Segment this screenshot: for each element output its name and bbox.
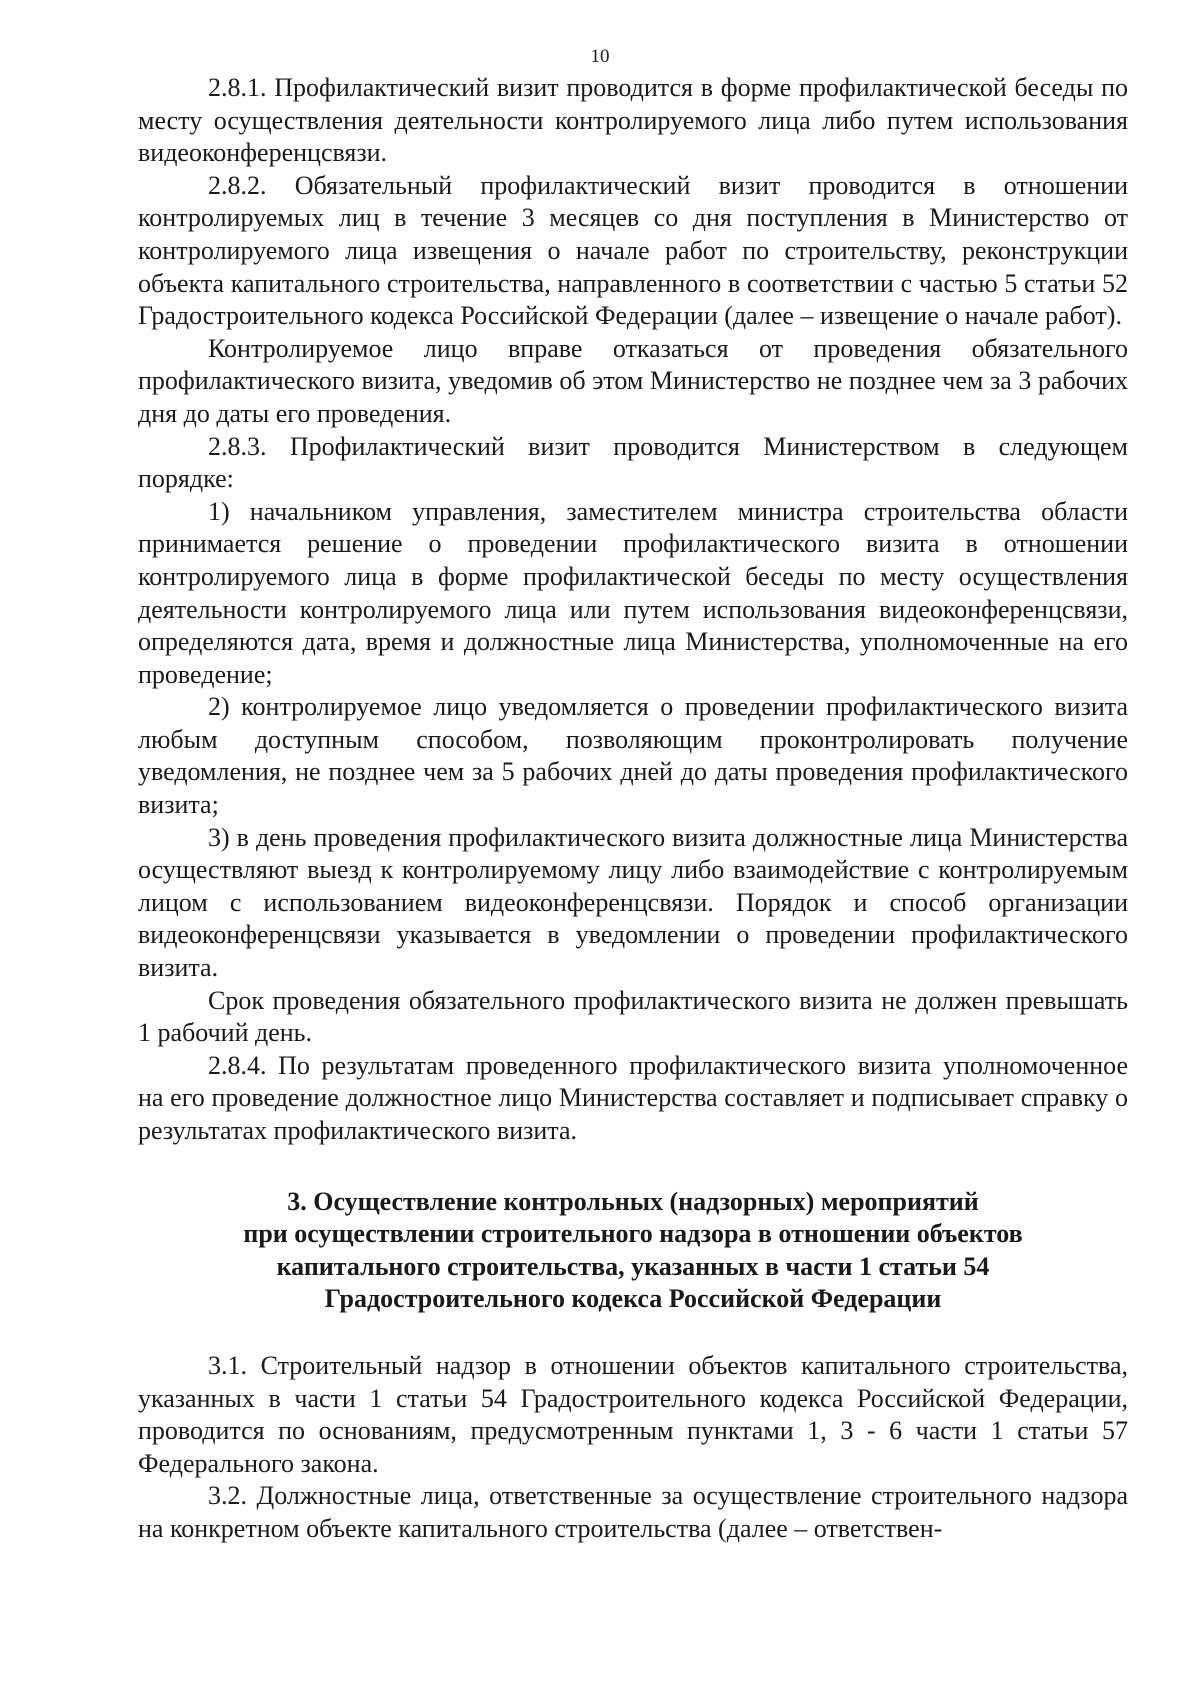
paragraph-3-1: 3.1. Строительный надзор в отношении объектов капитального строительства, указанных в части 1 статьи 54 Градостроительного кодекса Российской Федерации, проводится по основаниям, предусмотренным пунктами 1, 3 - 6 части 1 статьи 57 Федерального закона.	[138, 1350, 1128, 1478]
paragraph-refusal: Контролируемое лицо вправе отказаться от проведения обязательного профилактического визита, уведомив об этом Министерство не позднее чем за 3 рабочих дня до даты его проведения.	[138, 333, 1128, 428]
section-heading-line: 3. Осуществление контрольных (надзорных) мероприятий	[287, 1186, 979, 1216]
paragraph-2-8-4: 2.8.4. По результатам проведенного профилактического визита уполномоченное на его проведение должностное лицо Министерства составляет и подписывает справку о результатах профилактического визита.	[138, 1050, 1128, 1145]
paragraph-2-8-3: 2.8.3. Профилактический визит проводится Министерством в следующем порядке:	[138, 431, 1128, 494]
list-item-3: 3) в день проведения профилактического визита должностные лица Министерства осуществляют выезд к контролируемому лицу либо взаимодействие с контролируемым лицом с использованием видеоконференцсвязи. Порядок и способ организации видеоконференцсвязи указывается в уведомлении о проведении профилактического визита.	[138, 822, 1128, 983]
section-heading-line: Градостроительного кодекса Российской Федерации	[324, 1284, 942, 1314]
page-number: 10	[590, 46, 610, 67]
paragraph-duration: Срок проведения обязательного профилактического визита не должен превышать 1 рабочий день.	[138, 985, 1128, 1048]
section-heading	[178, 1186, 1088, 1316]
paragraph-3-2: 3.2. Должностные лица, ответственные за осуществление строительного надзора на конкретном объекте капитального строительства (далее – ответствен-	[138, 1481, 1128, 1543]
section-heading-line: при осуществлении строительного надзора в отношении объектов	[243, 1219, 1023, 1249]
list-item-2: 2) контролируемое лицо уведомляется о проведении профилактического визита любым доступным способом, позволяющим проконтролировать получение уведомления, не позднее чем за 5 рабочих дней до даты проведения профилактического визита;	[138, 692, 1128, 820]
document-body	[138, 72, 1128, 1546]
paragraph-2-8-2: 2.8.2. Обязательный профилактический визит проводится в отношении контролируемых лиц в течение 3 месяцев со дня поступления в Министерство от контролируемого лица извещения о начале работ по строительству, реконструкции объекта капитального строительства, направленного в соответствии с частью 5 статьи 52 Градостроительного кодекса Российской Федерации (далее – извещение о начале работ).	[138, 170, 1128, 331]
section-heading-line: капитального строительства, указанных в части 1 статьи 54	[276, 1251, 990, 1281]
list-item-1: 1) начальником управления, заместителем министра строительства области принимается решение о проведении профилактического визита в отношении контролируемого лица в форме профилактической беседы по месту осуществления деятельности контролируемого лица или путем использования видеоконференцсвязи, определяются дата, время и должностные лица Министерства, уполномоченные на его проведение;	[138, 496, 1128, 689]
paragraph-2-8-1: 2.8.1. Профилактический визит проводится в форме профилактической беседы по месту осуществления деятельности контролируемого лица либо путем использования видеоконференцсвязи.	[138, 73, 1128, 168]
